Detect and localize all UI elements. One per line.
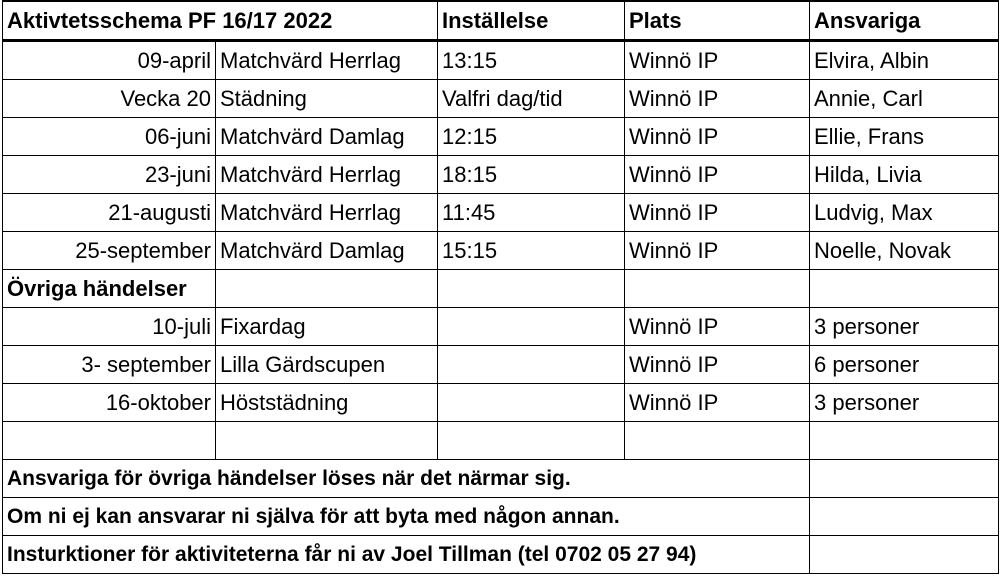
note-text: Ansvariga för övriga händelser löses när det närmar sig.	[3, 460, 810, 498]
date-cell: 09-april	[3, 41, 216, 80]
place-cell: Winnö IP	[625, 384, 810, 422]
schedule-title: Aktivtetsschema PF 16/17 2022	[3, 1, 438, 41]
place-cell: Winnö IP	[625, 232, 810, 270]
activity-cell: Matchvärd Herrlag	[216, 41, 438, 80]
empty-cell	[810, 536, 999, 574]
activity-cell: Matchvärd Damlag	[216, 232, 438, 270]
other-events-heading-row	[3, 270, 999, 308]
date-cell: 06-juni	[3, 118, 216, 156]
blank-row	[3, 422, 999, 460]
responsible-cell: Hilda, Livia	[810, 156, 999, 194]
time-cell: 15:15	[438, 232, 625, 270]
table-row	[3, 41, 999, 80]
empty-cell	[438, 270, 625, 308]
time-cell: 12:15	[438, 118, 625, 156]
table-row	[3, 118, 999, 156]
date-cell: 3- september	[3, 346, 216, 384]
date-cell: 10-juli	[3, 308, 216, 346]
activity-cell: Städning	[216, 80, 438, 118]
note-text: Om ni ej kan ansvarar ni själva för att byta med någon annan.	[3, 498, 810, 536]
place-cell: Winnö IP	[625, 156, 810, 194]
empty-cell	[216, 270, 438, 308]
place-cell: Winnö IP	[625, 346, 810, 384]
place-cell: Winnö IP	[625, 194, 810, 232]
table-row	[3, 80, 999, 118]
column-header-time: Inställelse	[438, 1, 625, 41]
table-row	[3, 194, 999, 232]
empty-cell	[438, 308, 625, 346]
activity-cell: Lilla Gärdscupen	[216, 346, 438, 384]
activity-cell: Höststädning	[216, 384, 438, 422]
activity-schedule-table	[2, 0, 999, 574]
responsible-cell: Ellie, Frans	[810, 118, 999, 156]
activity-cell: Matchvärd Damlag	[216, 118, 438, 156]
responsible-cell: Ludvig, Max	[810, 194, 999, 232]
table-row	[3, 384, 999, 422]
date-cell: Vecka 20	[3, 80, 216, 118]
date-cell: 16-oktober	[3, 384, 216, 422]
time-cell: Valfri dag/tid	[438, 80, 625, 118]
note-row	[3, 498, 999, 536]
header-row	[3, 1, 999, 41]
time-cell: 18:15	[438, 156, 625, 194]
empty-cell	[625, 422, 810, 460]
responsible-cell: Elvira, Albin	[810, 41, 999, 80]
date-cell: 25-september	[3, 232, 216, 270]
table-row	[3, 346, 999, 384]
date-cell: 23-juni	[3, 156, 216, 194]
empty-cell	[438, 422, 625, 460]
empty-cell	[810, 498, 999, 536]
responsible-cell: Annie, Carl	[810, 80, 999, 118]
activity-cell: Matchvärd Herrlag	[216, 156, 438, 194]
activity-cell: Matchvärd Herrlag	[216, 194, 438, 232]
note-text: Insturktioner för aktiviteterna får ni av Joel Tillman (tel 0702 05 27 94)	[3, 536, 810, 574]
empty-cell	[625, 270, 810, 308]
other-events-heading: Övriga händelser	[3, 270, 216, 308]
time-cell: 11:45	[438, 194, 625, 232]
responsible-cell: 6 personer	[810, 346, 999, 384]
empty-cell	[3, 422, 216, 460]
place-cell: Winnö IP	[625, 41, 810, 80]
table-row	[3, 156, 999, 194]
date-cell: 21-augusti	[3, 194, 216, 232]
empty-cell	[810, 422, 999, 460]
place-cell: Winnö IP	[625, 118, 810, 156]
activity-cell: Fixardag	[216, 308, 438, 346]
place-cell: Winnö IP	[625, 308, 810, 346]
table-row	[3, 232, 999, 270]
responsible-cell: 3 personer	[810, 384, 999, 422]
place-cell: Winnö IP	[625, 80, 810, 118]
empty-cell	[438, 346, 625, 384]
empty-cell	[438, 384, 625, 422]
table-row	[3, 308, 999, 346]
empty-cell	[810, 270, 999, 308]
column-header-place: Plats	[625, 1, 810, 41]
time-cell: 13:15	[438, 41, 625, 80]
note-row	[3, 536, 999, 574]
empty-cell	[810, 460, 999, 498]
empty-cell	[216, 422, 438, 460]
note-row	[3, 460, 999, 498]
responsible-cell: 3 personer	[810, 308, 999, 346]
responsible-cell: Noelle, Novak	[810, 232, 999, 270]
column-header-responsible: Ansvariga	[810, 1, 999, 41]
